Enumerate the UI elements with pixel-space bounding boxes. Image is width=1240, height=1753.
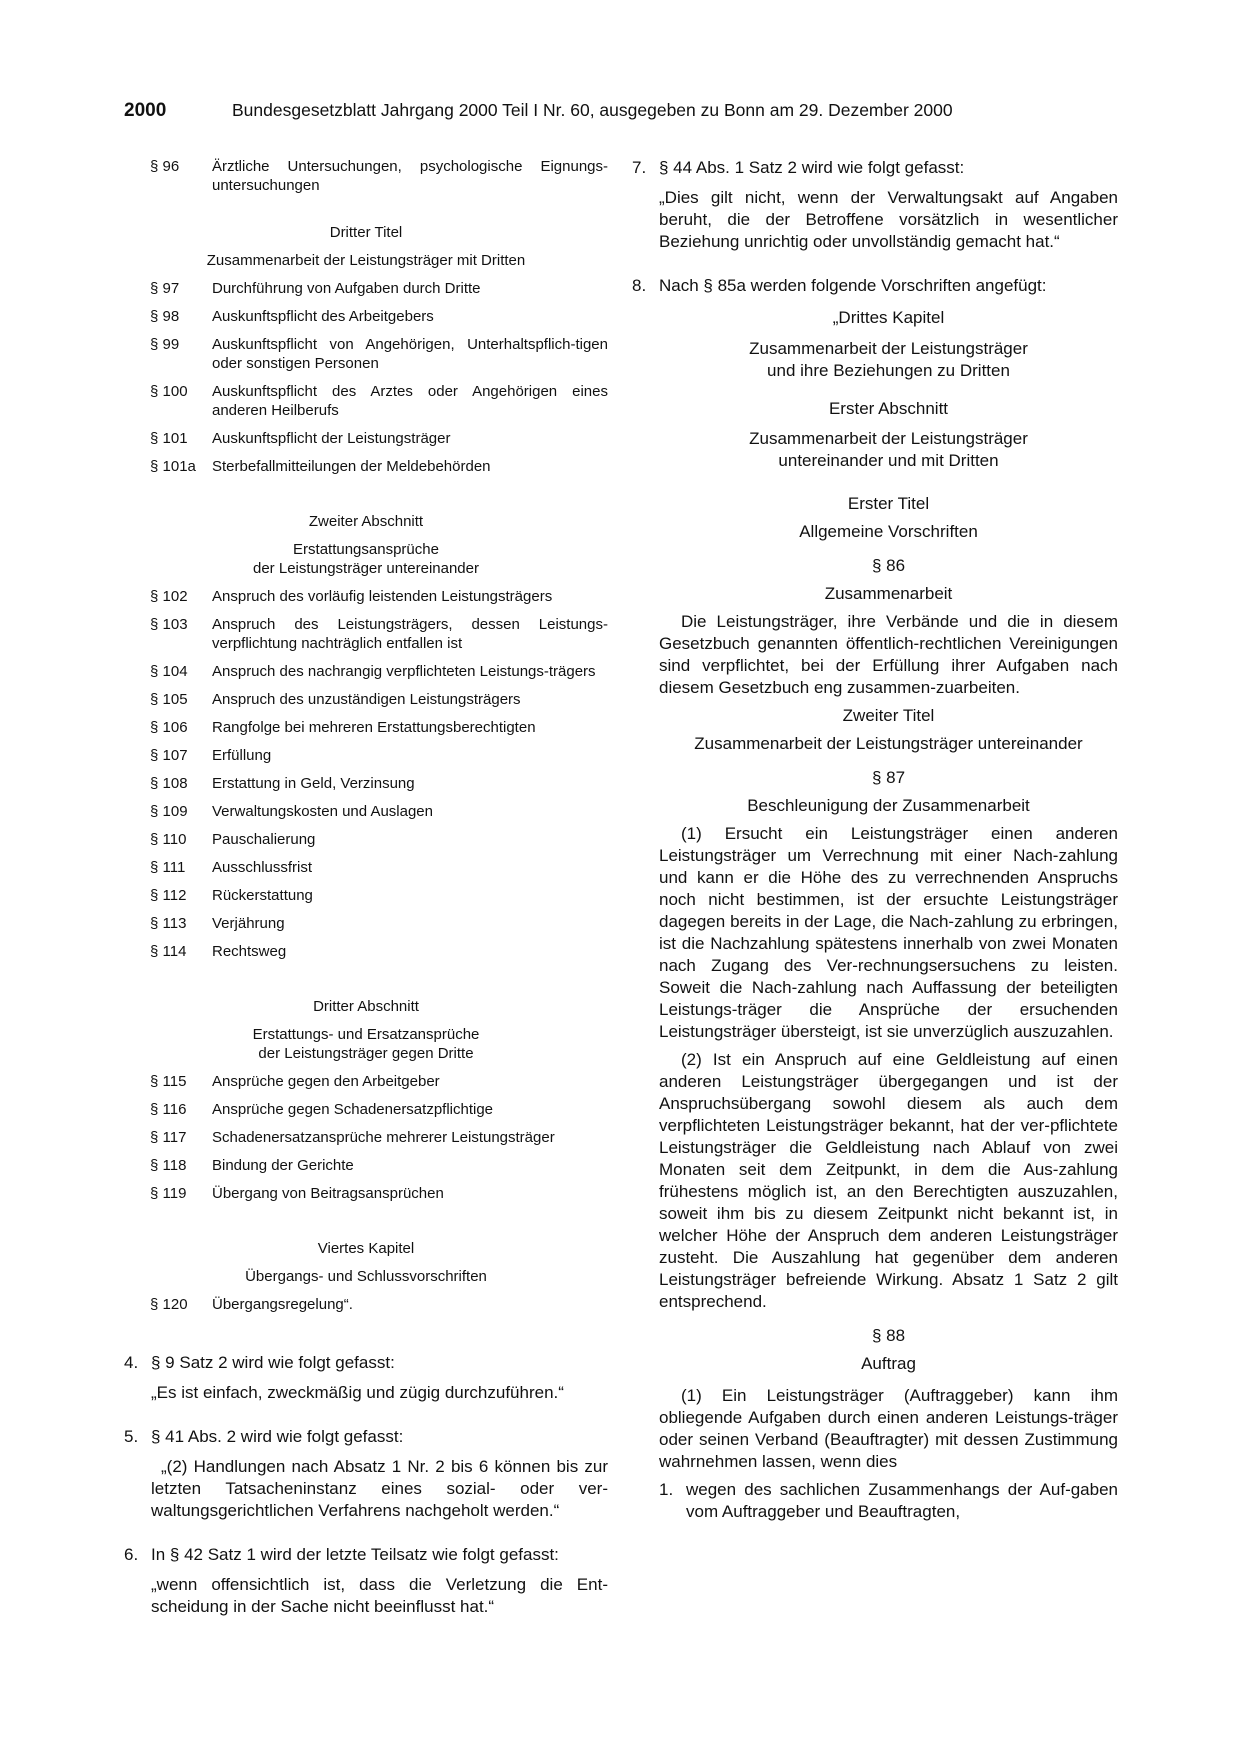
toc-heading: Dritter Abschnitt [313,998,419,1015]
section-number: § 87 [871,768,906,787]
toc-section-number: § 120 [150,1296,188,1313]
section-title: Beschleunigung der Zusammenarbeit [747,796,1030,815]
amendment-6 [124,1544,608,1618]
toc-entry [124,830,608,849]
amendment-line [124,1426,608,1448]
toc-section-number: § 113 [150,915,187,932]
toc-entry [124,157,608,195]
chapter-title-line: Zusammenarbeit der Leistungsträger [749,339,1028,358]
toc-section-title: Erfüllung [212,747,272,764]
toc-section-title: Durchführung von Aufgaben durch Dritte [212,280,481,297]
toc-section-title: Ansprüche gegen Schadenersatzpflichtige [212,1101,494,1118]
amendment-quote: „Es ist einfach, zweckmäßig und zügig durchzuführen.“ [151,1383,564,1402]
section-number: § 86 [871,556,906,575]
toc-section-number: § 115 [150,1073,187,1090]
toc-heading: Zusammenarbeit der Leistungsträger mit Dritten [206,252,526,269]
left-column [124,157,608,1618]
toc-section-title: Übergangsregelung“. [212,1296,353,1313]
toc-section-number: § 107 [150,747,188,764]
toc-entry [124,429,608,448]
toc-section-title: Ausschlussfrist [212,859,313,876]
toc-section-title: Auskunftspflicht des Arztes oder Angehörigen eines anderen Heilberufs [212,383,608,419]
toc-entry [124,1100,608,1119]
toc-section-number: § 108 [150,775,188,792]
toc-entry [124,307,608,326]
toc-heading [124,540,608,578]
toc-heading-line: Erstattungs- und Ersatzansprüche [252,1026,480,1043]
section-group-title [659,428,1118,472]
toc-section-title: Anspruch des unzuständigen Leistungsträgers [212,691,521,708]
toc-section-number: § 101 [150,430,188,447]
amendment-number: 4. [124,1353,139,1372]
toc-heading-line: Erstattungsansprüche [293,541,439,558]
toc-section-number: § 106 [150,719,188,736]
toc-section-title: Ansprüche gegen den Arbeitgeber [212,1073,440,1090]
toc-entry [124,690,608,709]
toc-section-number: § 98 [150,308,180,325]
toc-section-number: § 96 [150,158,180,175]
toc-heading: Viertes Kapitel [317,1240,415,1257]
page-header [124,100,1024,122]
toc-entry [124,587,608,606]
toc-section-title: Anspruch des nachrangig verpflichteten Leistungs-trägers [212,663,596,680]
toc-entry [124,1295,608,1314]
toc-heading: Dritter Titel [329,224,403,241]
toc-section-number: § 110 [150,831,187,848]
right-column [632,157,1118,1523]
toc-section-title: Ärztliche Untersuchungen, psychologische Eignungs-untersuchungen [212,158,608,194]
toc-entry [124,457,608,476]
heading-block [632,1325,1118,1375]
chapter-title-line: und ihre Beziehungen zu Dritten [767,361,1010,380]
section-group-title-line: Zusammenarbeit der Leistungsträger [749,429,1028,448]
toc-section-title: Auskunftspflicht der Leistungsträger [212,430,451,447]
section-group-title-line: untereinander und mit Dritten [778,451,999,470]
toc-section-number: § 104 [150,663,188,680]
section-group-heading: Erster Abschnitt [828,399,949,418]
amendment-line [124,1544,608,1566]
amendment-quote: „Dies gilt nicht, wenn der Verwaltungsakt auf Angaben beruht, die der Betroffene vorsätzlich in wesentlicher Beziehung unrichtig oder unvollständig gemacht hat.“ [659,188,1118,251]
toc-section-number: § 112 [150,887,187,904]
title-name: Zusammenarbeit der Leistungsträger untereinander [694,734,1083,753]
toc-section-title: Auskunftspflicht von Angehörigen, Unterhaltspflich-tigen oder sonstigen Personen [212,336,608,372]
toc-section-title: Sterbefallmitteilungen der Meldebehörden [212,458,491,475]
toc-section-title: Pauschalierung [212,831,316,848]
paragraph: (1) Ersucht ein Leistungsträger einen anderen Leistungsträger um Verrechnung mit einer Nach-zahlung und kann er die Höhe des zu verrechnenden Anspruchs noch nicht bestimmen, ist der ersuchte Leistungsträger dagegen bereits in der Lage, die Nach-zahlung zu erbringen, ist die Nachzahlung spätestens innerhalb von zwei Monaten nach Zugang des Ver-rechnungsersuchens zu leisten. Soweit die Nach-zahlung nach Auffassung der beteiligten Leistungs-träger die Ansprüche der ersuchenden Leistungsträger übersteigt, ist sie unverzüglich auszuzahlen. [659,824,1118,1041]
toc-section-number: § 103 [150,616,188,633]
toc-section-number: § 99 [150,336,180,353]
page-number: 2000 [124,100,167,121]
paragraph: (2) Ist ein Anspruch auf eine Geldleistung auf einen anderen Leistungsträger übergegangen und ist der Anspruchsübergang sowohl diesem als auch dem verpflichteten Leistungsträger bekannt, hat der ver-pflichtete Leistungsträger die Geldleistung nach Ablauf von zwei Monaten seit dem Zeitpunkt, in dem die Aus-zahlung frühestens möglich ist, an den Berechtigten auszuzahlen, soweit ihm bis zu diesem Zeitpunkt nicht bekannt ist, in welcher Höhe der Anspruch dem anderen Leistungsträger zusteht. Die Auszahlung hat gegenüber dem anderen Leistungsträger befreiende Wirkung. Absatz 1 Satz 2 gilt entsprechend. [659,1050,1118,1311]
toc-section-title: Erstattung in Geld, Verzinsung [212,775,415,792]
section-title: Auftrag [861,1354,916,1373]
toc-entry [124,1072,608,1091]
toc-heading-line: der Leistungsträger gegen Dritte [258,1045,474,1062]
chapter-title [659,338,1118,382]
toc-section-number: § 111 [150,859,186,876]
toc-entry [124,615,608,653]
toc-entry [124,1128,608,1147]
toc-section-title: Verwaltungskosten und Auslagen [212,803,433,820]
paragraph: Die Leistungsträger, ihre Verbände und die in diesem Gesetzbuch genannten öffentlich-rechtlichen Vereinigungen sind verpflichtet, bei der Erfüllung ihrer Aufgaben nach diesem Gesetzbuch eng zusammen-zuarbeiten. [659,612,1118,697]
toc-heading-line: der Leistungsträger untereinander [253,560,479,577]
toc-section-number: § 116 [150,1101,187,1118]
toc-entry [124,802,608,821]
toc-entry [124,662,608,681]
toc-section-title: Rechtsweg [212,943,287,960]
toc-heading [124,1025,608,1063]
paragraph: (1) Ein Leistungsträger (Auftraggeber) kann ihm obliegende Aufgaben durch einen anderen Leistungs-träger oder seinen Verband (Beauftragter) mit dessen Zustimmung wahrnehmen lassen, wenn dies [659,1386,1118,1471]
toc-section-number: § 114 [150,943,187,960]
amendment-4 [124,1352,608,1404]
section-title: Zusammenarbeit [824,584,953,603]
amendment-text: § 9 Satz 2 wird wie folgt gefasst: [151,1353,395,1372]
chapter-heading: „Drittes Kapitel [832,308,945,327]
amendment-text: § 44 Abs. 1 Satz 2 wird wie folgt gefasst: [659,158,965,177]
toc-entry [124,858,608,877]
toc-entry [124,1184,608,1203]
title-heading: Erster Titel [847,494,930,513]
toc-heading: Übergangs- und Schlussvorschriften [245,1268,487,1285]
section-number: § 88 [871,1326,906,1345]
list-item-number: 1. [659,1480,674,1499]
toc-entry [124,335,608,373]
amendment-text: In § 42 Satz 1 wird der letzte Teilsatz wie folgt gefasst: [151,1545,559,1564]
amendment-number: 8. [632,276,647,295]
amendment-quote: „wenn offensichtlich ist, dass die Verletzung die Ent-scheidung in der Sache nicht beeinflusst hat.“ [151,1575,608,1616]
toc-entry [124,774,608,793]
toc-entry [124,886,608,905]
toc-heading: Zweiter Abschnitt [308,513,424,530]
toc-entry [124,1156,608,1175]
list-item-text: wegen des sachlichen Zusammenhangs der Auf-gaben vom Auftraggeber und Beauftragten, [686,1480,1118,1521]
toc-entry [124,382,608,420]
amendment-line [124,1352,608,1374]
amendment-7 [632,157,1118,253]
toc-section-number: § 101a [150,458,196,475]
toc-section-title: Rangfolge bei mehreren Erstattungsberechtigten [212,719,536,736]
amendment-8 [632,275,1118,297]
amendment-quote: „(2) Handlungen nach Absatz 1 Nr. 2 bis 6 können bis zur letzten Tatsacheninstanz eines sozial- oder ver-waltungsgerichtlichen Verfahrens nachgeholt werden.“ [151,1457,608,1520]
toc-section-number: § 105 [150,691,188,708]
toc-entry [124,279,608,298]
amendment-line [632,157,1118,179]
header-title: Bundesgesetzblatt Jahrgang 2000 Teil I Nr. 60, ausgegeben zu Bonn am 29. Dezember 2000 [232,100,953,120]
toc-section-number: § 118 [150,1157,187,1174]
toc-section-title: Bindung der Gerichte [212,1157,354,1174]
heading-block [632,705,1118,817]
toc-section-title: Auskunftspflicht des Arbeitgebers [212,308,434,325]
amendment-number: 7. [632,158,647,177]
inserted-text [632,307,1118,605]
toc-section-title: Anspruch des vorläufig leistenden Leistungsträgers [212,588,553,605]
toc-section-number: § 109 [150,803,188,820]
amendment-text: Nach § 85a werden folgende Vorschriften angefügt: [659,276,1047,295]
toc-section-title: Schadenersatzansprüche mehrerer Leistungsträger [212,1129,555,1146]
toc-entry [124,746,608,765]
list-item [632,1479,1118,1523]
amendment-number: 5. [124,1427,139,1446]
title-name: Allgemeine Vorschriften [799,522,978,541]
toc-section-title: Rückerstattung [212,887,313,904]
toc-section-title: Übergang von Beitragsansprüchen [212,1185,444,1202]
amendment-number: 6. [124,1545,139,1564]
toc-entry [124,914,608,933]
toc-section-title: Verjährung [212,915,285,932]
toc-section-title: Anspruch des Leistungsträgers, dessen Leistungs-verpflichtung nachträglich entfallen ist [212,616,608,652]
title-heading: Zweiter Titel [842,706,935,725]
toc-section-number: § 119 [150,1185,187,1202]
toc-section-number: § 102 [150,588,188,605]
amendment-5 [124,1426,608,1522]
toc-section-number: § 97 [150,280,180,297]
toc-section-number: § 100 [150,383,188,400]
amendment-text: § 41 Abs. 2 wird wie folgt gefasst: [151,1427,404,1446]
toc-section-number: § 117 [150,1129,187,1146]
toc-entry [124,942,608,961]
toc-entry [124,718,608,737]
